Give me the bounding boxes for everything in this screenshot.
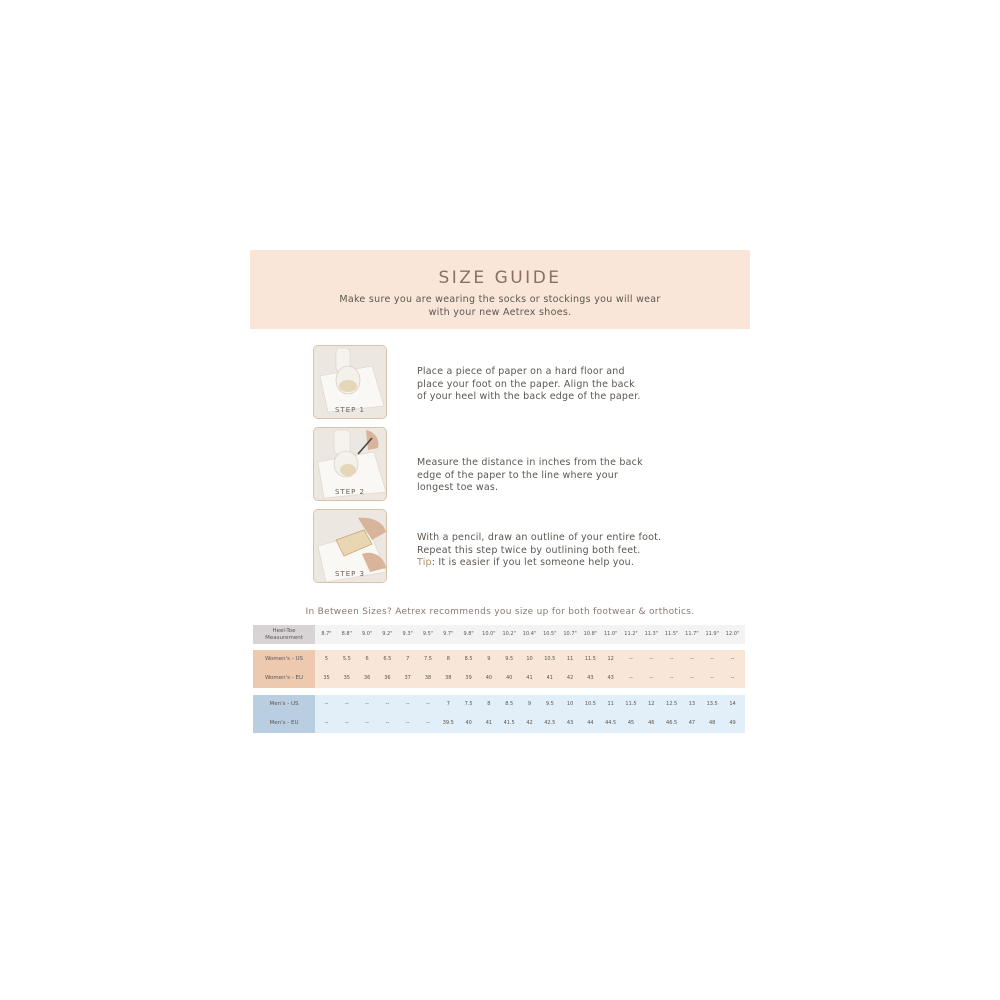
size-cell: 8.5 <box>464 656 473 662</box>
size-cell: 35 <box>323 675 330 681</box>
header-subtitle <box>250 293 750 319</box>
size-cell: 7.5 <box>464 701 473 707</box>
step-2-line: longest toe was. <box>417 482 499 493</box>
size-cell: 45 <box>627 720 635 726</box>
size-cell: 43 <box>607 675 614 681</box>
table-row-womens-eu <box>253 669 745 688</box>
size-cell: 43 <box>587 675 594 681</box>
measurement-cell: 10.8" <box>583 631 598 637</box>
size-cell: 36 <box>363 675 371 681</box>
size-cell: 44 <box>587 720 594 726</box>
size-cell: -- <box>324 701 329 707</box>
step-1-line: of your heel with the back edge of the paper. <box>417 391 641 402</box>
measurement-cell: 11.9" <box>705 631 719 637</box>
size-cell: -- <box>426 701 430 707</box>
size-cell: -- <box>629 675 633 681</box>
tip-label: Tip <box>417 557 432 568</box>
size-cell: 7 <box>446 701 450 707</box>
step-2-line: edge of the paper to the line where your <box>417 469 619 481</box>
size-cell: 14 <box>729 701 736 707</box>
size-cell: 38 <box>424 675 432 681</box>
between-sizes-note: In Between Sizes? Aetrex recommends you size up for both footwear & orthotics. <box>305 607 695 617</box>
size-cell: 41 <box>546 675 553 681</box>
size-cell: -- <box>629 656 633 662</box>
size-cell: 42 <box>526 720 533 726</box>
size-cell: 8 <box>487 701 491 707</box>
size-cell: 10.5 <box>544 656 556 662</box>
size-cell: 6 <box>365 656 369 662</box>
size-cell: 9 <box>487 656 491 662</box>
measurement-header <box>253 625 315 644</box>
size-cell: 39 <box>465 675 472 681</box>
header-subtitle-line-1: Make sure you are wearing the socks or stockings you will wear <box>339 294 661 305</box>
step-1-line: Place a piece of paper on a hard floor and <box>417 366 625 377</box>
step-1-image <box>313 345 387 419</box>
size-cell: 9.5 <box>545 701 554 707</box>
table-row-mens-eu <box>253 714 745 733</box>
size-cell: -- <box>385 720 390 726</box>
size-cell: 5 <box>324 656 329 662</box>
table-row-womens-us <box>253 650 745 669</box>
size-cell: 39.5 <box>442 720 454 726</box>
measurement-cell: 11.0" <box>603 631 618 637</box>
table-row-mens-us <box>253 695 745 714</box>
size-cell: 41 <box>485 720 493 726</box>
step-2-image <box>313 427 387 501</box>
size-cell: -- <box>649 675 654 681</box>
step-2-text <box>417 457 667 495</box>
size-cell: 9.5 <box>505 656 514 662</box>
size-cell: 12 <box>648 701 655 707</box>
size-cell: 35 <box>343 675 350 681</box>
size-cell: 40 <box>465 720 472 726</box>
size-cell: -- <box>669 656 674 662</box>
measurement-cell: 10.7" <box>563 631 577 637</box>
size-cell: 11 <box>566 656 574 662</box>
step-3-text <box>417 532 677 570</box>
size-cell: -- <box>730 656 735 662</box>
step-1-line: place your foot on the paper. Align the back <box>417 378 635 390</box>
size-table <box>253 625 745 734</box>
measurement-cell: 9.2" <box>382 631 393 637</box>
size-cell: 42 <box>566 675 574 681</box>
measurement-cell: 8.8" <box>341 631 352 637</box>
size-cell: 12 <box>607 656 614 662</box>
size-cell: -- <box>690 656 694 662</box>
measurement-cell: 9.8" <box>463 631 474 637</box>
size-cell: 38 <box>445 675 452 681</box>
measurement-cell: 11.5" <box>664 631 679 637</box>
size-cell: 10.5 <box>584 701 596 707</box>
size-cell: -- <box>405 720 410 726</box>
size-cell: 9 <box>527 701 532 707</box>
measurement-cell: 11.7" <box>685 631 699 637</box>
row-header: Women's - US <box>253 650 315 669</box>
measurement-cell: 8.7" <box>321 631 332 637</box>
size-cell: 48 <box>709 720 716 726</box>
size-cell: 43 <box>566 720 574 726</box>
measurement-cell: 9.5" <box>422 631 434 637</box>
size-cell: -- <box>344 720 349 726</box>
size-cell: -- <box>324 720 329 726</box>
step-2-line: Measure the distance in inches from the back <box>417 457 643 468</box>
measurement-cell: 11.3" <box>644 631 659 637</box>
step-1-text <box>417 366 667 404</box>
size-cell: 8.5 <box>505 701 514 707</box>
size-cell: 11.5 <box>625 701 637 707</box>
step-3-line: With a pencil, draw an outline of your entire foot. <box>417 532 662 543</box>
size-cell: 11.5 <box>584 656 596 662</box>
measurement-cell: 9.3" <box>402 631 413 637</box>
measurement-cell: 11.2" <box>624 631 638 637</box>
step-3-label: STEP 3 <box>334 570 366 578</box>
size-cell: -- <box>385 701 390 707</box>
size-cell: -- <box>405 701 410 707</box>
size-cell: -- <box>649 656 654 662</box>
size-cell: -- <box>365 720 369 726</box>
size-cell: 11 <box>607 701 614 707</box>
size-cell: 13 <box>688 701 696 707</box>
size-cell: -- <box>426 720 430 726</box>
size-cell: -- <box>365 701 369 707</box>
size-cell: 7.5 <box>424 656 432 662</box>
measurement-cell: 10.4" <box>522 631 537 637</box>
header-subtitle-line-2: with your new Aetrex shoes. <box>428 307 572 318</box>
size-guide-header <box>250 250 750 329</box>
size-cell: 47 <box>688 720 696 726</box>
step-3-image <box>313 509 387 583</box>
row-header: Men's - EU <box>253 714 315 733</box>
measurement-cell: 10.2" <box>502 631 516 637</box>
size-cell: -- <box>690 675 694 681</box>
size-cell: 41 <box>526 675 533 681</box>
measurement-cell: 10.0" <box>482 631 496 637</box>
measurement-cell: 9.7" <box>443 631 454 637</box>
size-cell: 46 <box>648 720 655 726</box>
step-3-line: Repeat this step twice by outlining both feet. <box>417 544 641 556</box>
size-cell: -- <box>730 675 735 681</box>
measurement-cell: 12.0" <box>725 631 740 637</box>
size-cell: 12.5 <box>666 701 678 707</box>
size-cell: 10 <box>566 701 574 707</box>
size-cell: 44.5 <box>605 720 617 726</box>
size-cell: 42.5 <box>544 720 556 726</box>
size-cell: 10 <box>526 656 533 662</box>
size-cell: -- <box>669 675 674 681</box>
size-cell: 5.5 <box>342 656 351 662</box>
measurement-header-line-2: Measurement <box>265 635 303 641</box>
measurement-cell: 9.0" <box>361 631 373 637</box>
table-row-measurement <box>253 625 745 644</box>
size-cell: 8 <box>446 656 450 662</box>
size-cell: -- <box>710 656 714 662</box>
page-title: SIZE GUIDE <box>438 268 562 288</box>
size-cell: 41.5 <box>503 720 515 726</box>
size-cell: 6.5 <box>383 656 392 662</box>
step-3-tip <box>417 557 677 570</box>
measurement-cell: 10.5" <box>543 631 557 637</box>
size-cell: 13.5 <box>706 701 718 707</box>
size-cell: -- <box>344 701 349 707</box>
size-cell: 40 <box>506 675 513 681</box>
row-header: Women's - EU <box>253 669 315 688</box>
size-cell: 49 <box>729 720 736 726</box>
size-cell: 37 <box>404 675 411 681</box>
step-2-label: STEP 2 <box>334 488 366 496</box>
measurement-header-line-1: Heel-Toe <box>272 628 296 634</box>
size-cell: 36 <box>384 675 391 681</box>
step-1-label: STEP 1 <box>334 406 366 414</box>
row-header: Men's - US <box>253 695 315 714</box>
size-cell: 40 <box>485 675 493 681</box>
tip-text: : It is easier if you let someone help you. <box>431 557 635 568</box>
size-cell: -- <box>710 675 714 681</box>
size-cell: 46.5 <box>666 720 678 726</box>
size-cell: 7 <box>406 656 410 662</box>
